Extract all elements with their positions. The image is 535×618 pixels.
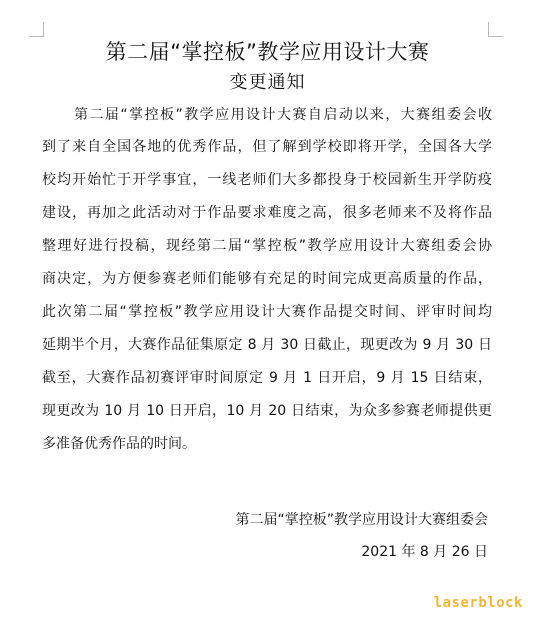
notice-title: 第二届“掌控板”教学应用设计大赛 xyxy=(105,40,430,64)
body-line: 建设，再加之此活动对于作品要求难度之高，很多老师来不及将作品 xyxy=(42,205,492,221)
body-line: 现更改为 10 月 10 日开启，10 月 20 日结束，为众多参赛老师提供更 xyxy=(42,403,492,419)
watermark-logo: laserblock xyxy=(433,595,523,611)
body-line: 商决定，为方便参赛老师们能够有充足的时间完成更高质量的作品， xyxy=(42,271,492,287)
body-line: 多准备优秀作品的时间。 xyxy=(42,436,196,452)
body-line: 到了来自全国各地的优秀作品，但了解到学校即将开学，全国各大学 xyxy=(42,139,492,155)
notice-date: 2021 年 8 月 26 日 xyxy=(361,544,488,560)
signature: 第二届“掌控板”教学应用设计大赛组委会 xyxy=(235,512,488,528)
body-line: 校均开始忙于开学事宜，一线老师们大多都投身于校园新生开学防疫 xyxy=(42,172,492,188)
body-line: 此次第二届“掌控板”教学应用设计大赛作品提交时间、评审时间均 xyxy=(42,304,492,320)
crop-mark-top-right xyxy=(488,22,503,37)
notice-subtitle: 变更通知 xyxy=(229,72,306,93)
body-line: 延期半个月，大赛作品征集原定 8 月 30 日截止，现更改为 9 月 30 日 xyxy=(42,337,492,353)
body-line: 第二届“掌控板”教学应用设计大赛自启动以来，大赛组委会收 xyxy=(74,107,492,123)
crop-mark-top-left xyxy=(29,22,44,37)
body-line: 整理好进行投稿，现经第二届“掌控板”教学应用设计大赛组委会协 xyxy=(42,238,492,254)
body-line: 截至，大赛作品初赛评审时间原定 9 月 1 日开启，9 月 15 日结束， xyxy=(42,370,492,386)
